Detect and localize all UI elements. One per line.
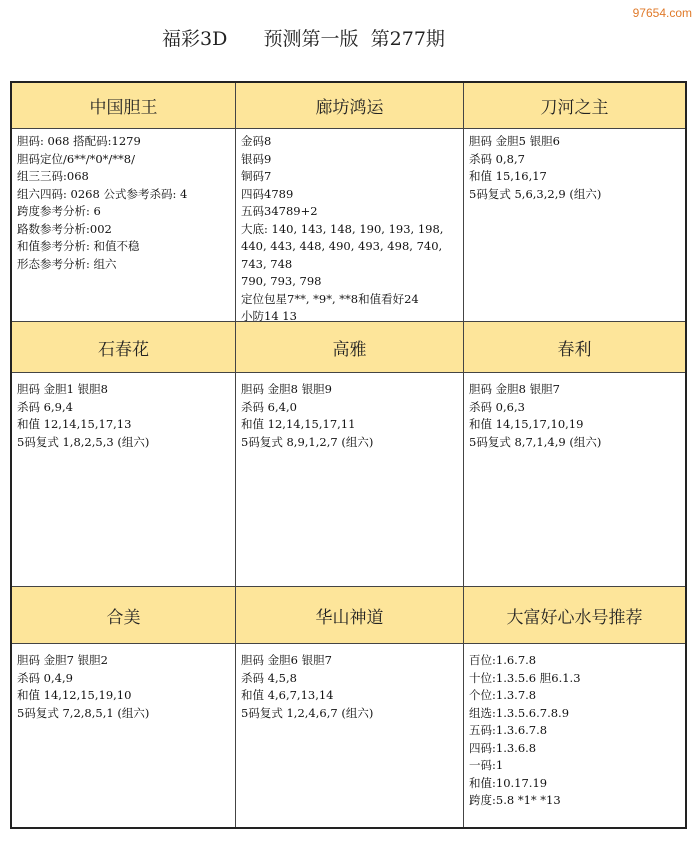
expert-name-9: 大富好心水号推荐: [464, 587, 685, 644]
prediction-line: 胆码定位/6**/*0*/**8/: [17, 151, 135, 166]
expert-body-1: [12, 129, 236, 322]
expert-body-2: [236, 129, 464, 322]
prediction-line: 杀码 0,4,9: [17, 670, 73, 685]
watermark: 97654.com: [632, 6, 692, 20]
prediction-line: 5码复式 8,7,1,4,9 (组六): [469, 434, 602, 449]
expert-name-8: 华山神道: [236, 587, 464, 644]
prediction-table: [10, 81, 687, 829]
expert-name-3: 刀河之主: [464, 83, 685, 129]
prediction-line: 铜码7: [241, 169, 272, 183]
prediction-line: 和值:10.17.19: [469, 775, 548, 790]
prediction-line: 跨度:5.8 *1* *13: [469, 793, 561, 807]
prediction-line: 杀码 0,8,7: [469, 151, 525, 166]
prediction-line: 银码9: [241, 151, 272, 166]
prediction-line: 和值 15,16,17: [469, 169, 547, 183]
prediction-line: 胆码 金胆8 银胆7: [469, 382, 560, 396]
prediction-grid: [12, 83, 685, 827]
prediction-line: 五码:1.3.6.7.8: [469, 723, 548, 737]
prediction-line: 5码复式 1,2,4,6,7 (组六): [241, 705, 374, 720]
prediction-line: 跨度参考分析: 6: [17, 204, 101, 218]
prediction-line: 胆码 金胆6 银胆7: [241, 653, 332, 667]
prediction-line: 组六四码: 0268 公式参考杀码: 4: [17, 186, 188, 201]
prediction-line: 和值 12,14,15,17,11: [241, 417, 356, 431]
expert-name-5: 高雅: [236, 322, 464, 373]
expert-body-3: [464, 129, 685, 322]
prediction-line: 5码复式 8,9,1,2,7 (组六): [241, 434, 374, 449]
expert-body-7: [12, 644, 236, 827]
prediction-line: 金码8: [241, 134, 272, 148]
prediction-line: 五码34789+2: [241, 204, 318, 218]
prediction-line: 5码复式 1,8,2,5,3 (组六): [17, 434, 150, 449]
prediction-line: 790, 793, 798: [241, 274, 322, 288]
prediction-line: 胆码 金胆8 银胆9: [241, 382, 332, 396]
expert-body-5: [236, 373, 464, 587]
expert-body-4: [12, 373, 236, 587]
prediction-line: 和值 14,15,17,10,19: [469, 417, 584, 431]
expert-name-7: 合美: [12, 587, 236, 644]
prediction-line: 形态参考分析: 组六: [17, 256, 117, 271]
prediction-line: 杀码 6,4,0: [241, 399, 297, 414]
prediction-line: 和值参考分析: 和值不稳: [17, 239, 140, 253]
prediction-line: 杀码 4,5,8: [241, 670, 297, 685]
prediction-line: 百位:1.6.7.8: [469, 653, 537, 667]
prediction-line: 和值 14,12,15,19,10: [17, 688, 132, 702]
prediction-line: 胆码: 068 搭配码:1279: [17, 134, 141, 148]
prediction-line: 四码:1.3.6.8: [469, 740, 537, 755]
prediction-line: 路数参考分析:002: [17, 221, 112, 236]
prediction-line: 440, 443, 448, 490, 493, 498, 740,: [241, 239, 443, 253]
prediction-line: 组三三码:068: [17, 169, 89, 183]
prediction-line: 四码4789: [241, 186, 294, 201]
expert-body-9: [464, 644, 685, 827]
prediction-line: 胆码 金胆5 银胆6: [469, 134, 560, 148]
prediction-line: 大底: 140, 143, 148, 190, 193, 198,: [241, 221, 444, 236]
prediction-line: 胆码 金胆7 银胆2: [17, 653, 108, 667]
expert-body-6: [464, 373, 685, 587]
expert-name-4: 石春花: [12, 322, 236, 373]
prediction-line: 和值 12,14,15,17,13: [17, 417, 132, 431]
prediction-line: 杀码 6,9,4: [17, 399, 73, 414]
expert-name-1: 中国胆王: [12, 83, 236, 129]
prediction-line: 十位:1.3.5.6 胆6.1.3: [469, 670, 581, 685]
prediction-line: 一码:1: [469, 758, 504, 772]
prediction-line: 5码复式 5,6,3,2,9 (组六): [469, 186, 602, 201]
prediction-line: 5码复式 7,2,8,5,1 (组六): [17, 705, 150, 720]
prediction-line: 小防14 13: [241, 309, 297, 322]
prediction-line: 定位包星7**, *9*, **8和值看好24: [241, 291, 419, 306]
prediction-line: 组选:1.3.5.6.7.8.9: [469, 705, 570, 720]
prediction-line: 743, 748: [241, 256, 293, 271]
prediction-line: 杀码 0,6,3: [469, 399, 525, 414]
expert-name-2: 廊坊鸿运: [236, 83, 464, 129]
expert-body-8: [236, 644, 464, 827]
prediction-line: 个位:1.3.7.8: [469, 688, 537, 702]
prediction-line: 胆码 金胆1 银胆8: [17, 382, 108, 396]
page-title: 福彩3D 预测第一版 第277期: [162, 28, 445, 50]
prediction-line: 和值 4,6,7,13,14: [241, 688, 334, 702]
expert-name-6: 春利: [464, 322, 685, 373]
